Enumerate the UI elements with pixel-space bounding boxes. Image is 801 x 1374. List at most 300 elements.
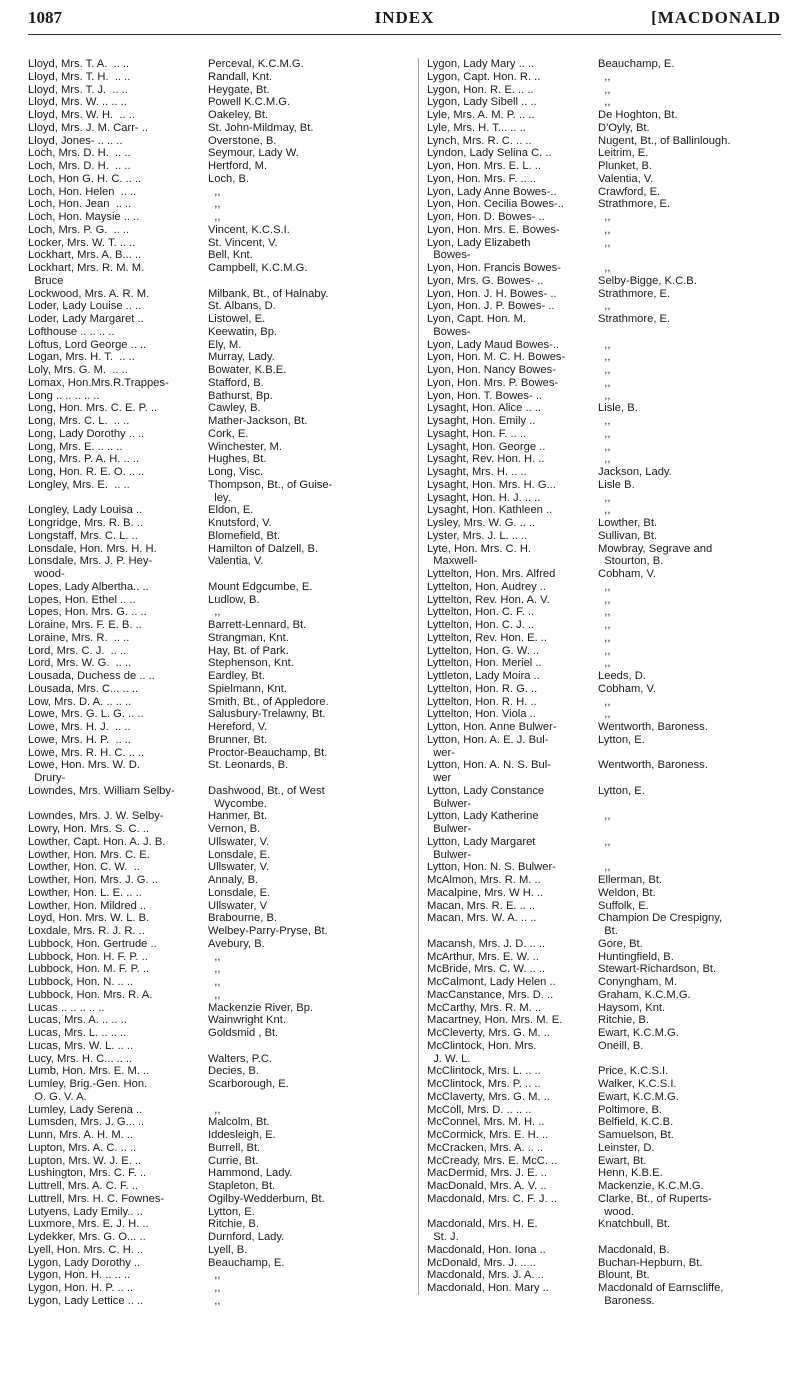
index-entry-name: Lunn, Mrs. A. H. M. .. [28, 1129, 134, 1141]
index-entry-name: Macan, Mrs. W. A. .. .. [427, 912, 537, 925]
index-entry-reference: Lyell, B. [208, 1243, 248, 1256]
index-entry-name: Lyle, Mrs. A. M. P. .. .. [427, 109, 535, 121]
index-entry-reference: ,, [598, 835, 611, 848]
index-entry-name: Lyon, Hon. M. C. H. Bowes- [427, 351, 566, 364]
index-entry-name: Loyd, Hon. Mrs. W. L. B. [28, 912, 150, 925]
index-entry-name: Lowther, Hon. L. E. .. .. [28, 886, 142, 899]
index-entry-name: Lubbock, Hon. Mrs. R. A. [28, 988, 153, 1001]
index-entry-reference: Burrell, Bt. [208, 1141, 261, 1154]
index-entry-name: MacDonald, Mrs. A. V. .. [427, 1180, 547, 1192]
index-entry-name: Luttrell, Mrs. H. C. Fownes- [28, 1192, 165, 1205]
index-entry-reference: Mackenzie, K.C.M.G. [598, 1180, 704, 1192]
index-entry-name: Lloyd, Mrs. T. J. .. .. [28, 83, 128, 96]
index-entry-reference [598, 1053, 798, 1066]
index-entry-reference: Milbank, Bt., of Halnaby. [208, 287, 329, 300]
index-entry-reference: ,, [598, 580, 611, 593]
index-entry-reference: Eardley, Bt. [208, 670, 265, 682]
index-entry-reference: Lisle, B. [598, 402, 638, 415]
index-entry-name: Bulwer- [427, 797, 472, 810]
index-entry-reference: Oneill, B. [598, 1039, 644, 1052]
index-entry-reference: ,, [208, 1282, 221, 1294]
index-entry-reference: ,, [598, 861, 611, 874]
index-entry-reference: ,, [598, 695, 611, 708]
index-entry-reference: Strangman, Knt. [208, 631, 289, 644]
index-entry-name: Lysaght, Hon. F. .. .. [427, 427, 527, 440]
index-entry-name: Lygon, Lady Lettice .. .. [28, 1294, 144, 1307]
index-entry-reference: Macdonald, B. [598, 1243, 670, 1256]
index-entry-name: Low, Mrs. D. A. .. .. .. [28, 695, 132, 708]
index-entry-name: Lockwood, Mrs. A. R. M. [28, 287, 150, 300]
index-entry-name: Lyon, Hon. J. P. Bowes- .. [427, 300, 555, 313]
index-entry-reference: Salusbury-Trelawny, Bt. [208, 708, 326, 721]
index-entry-reference: Ewart, K.C.M.G. [598, 1027, 679, 1039]
index-entry-reference: Bt. [598, 925, 618, 937]
index-entry-name: Long, Hon. Mrs. C. E. P. .. [28, 402, 158, 415]
index-entry-name: Long, Mrs. E. .. .. .. [28, 440, 123, 453]
index-entry-reference: ,, [598, 300, 611, 313]
index-entry-reference: ,, [598, 644, 611, 657]
index-entry-name: Loder, Lady Louise .. .. [28, 300, 142, 313]
index-entry-reference: Blomefield, Bt. [208, 529, 281, 542]
index-entry-name: McCormick, Mrs. E. H. .. [427, 1129, 549, 1141]
index-entry-name: Long, Mrs. P. A. H. .. .. [28, 453, 140, 466]
index-entry-name: McDonald, Mrs. J. .. .. [427, 1256, 536, 1269]
index-entry-reference [208, 568, 418, 581]
index-entry-name: Lysaght, Mrs. H. .. .. [427, 466, 527, 478]
index-entry-reference: Seymour, Lady W. [208, 147, 299, 160]
index-entry-name: Bulwer- [427, 848, 472, 861]
index-entry-name: Macdonald, Mrs. H. E. [427, 1218, 538, 1231]
index-entry-name: Loraine, Mrs. F. E. B. .. [28, 619, 142, 631]
index-entry-name: Lygon, Hon. H. P. .. .. [28, 1282, 134, 1294]
index-entry-reference: Ullswater, V. [208, 835, 270, 848]
index-entry-name: Locker, Mrs. W. T. .. .. [28, 236, 136, 249]
index-entry-reference: Ritchie, B. [598, 1014, 649, 1027]
index-entry-name: Lysaght, Hon. H. J. .. .. [427, 491, 541, 504]
index-entry-reference: Walters, P.C. [208, 1052, 273, 1065]
index-entry-reference: Haysom, Knt. [598, 1001, 666, 1014]
index-entry-reference: ,, [208, 606, 221, 619]
index-entry-name: Lytton, Lady Constance [427, 784, 545, 797]
index-entry-name: Lupton, Mrs. W. J. E. .. [28, 1154, 142, 1167]
index-entry-reference: ,, [598, 376, 611, 389]
index-entry-reference: Annaly, B. [208, 874, 259, 886]
index-entry-name: Lyon, Hon. Nancy Bowes- [427, 364, 556, 376]
index-entry-name: Macartney, Hon. Mrs. M. E. [427, 1014, 563, 1027]
index-entry-name: Lloyd, Mrs. J. M. Carr- .. [28, 121, 148, 134]
index-entry-name: Longley, Mrs. E. .. .. [28, 478, 130, 491]
index-entry-name: Lygon, Lady Sibell .. .. [427, 96, 537, 109]
index-entry-name: Loftus, Lord George .. .. [28, 338, 147, 351]
index-entry-name: Lockhart, Mrs. A. B... .. [28, 249, 142, 262]
index-entry-name: Bruce [28, 274, 64, 287]
index-entry-name: Lushington, Mrs. C. F. .. [28, 1167, 147, 1180]
index-entry-name: Loch, Mrs. D. H. .. .. [28, 160, 131, 172]
index-entry-reference [598, 747, 798, 760]
index-entry-reference: Avebury, B. [208, 937, 265, 950]
index-entry-reference: Mount Edgcumbe, E. [208, 580, 313, 593]
index-entry-name: Lyttelton, Hon. Mrs. Alfred [427, 568, 556, 580]
index-entry-reference: Wentworth, Baroness. [598, 759, 708, 772]
index-entry-reference: Murray, Lady. [208, 351, 275, 364]
index-entry-reference: ,, [208, 1103, 221, 1116]
index-entry-name: Loch, Hon. Maysie .. .. [28, 211, 140, 223]
index-entry-reference: Proctor-Beauchamp, Bt. [208, 746, 328, 759]
index-entry-name: Lord, Mrs. C. J. .. .. [28, 644, 127, 657]
index-entry-reference: Ullswater, V [208, 899, 268, 912]
index-entry-name: McCready, Mrs. E. McC. .. [427, 1154, 558, 1167]
index-entry-name: Lytton, Hon. A. E. J. Bul- [427, 733, 549, 746]
index-entry-name: Luttrell, Mrs. A. C. F. .. [28, 1180, 139, 1192]
index-entry-reference: Ullswater, V. [208, 861, 270, 874]
index-entry-reference: ,, [598, 70, 611, 83]
index-entry-reference: Price, K.C.S.I. [598, 1065, 669, 1078]
index-entry-name: Lowe, Hon. Mrs. W. D. [28, 759, 140, 772]
index-entry-reference: ley. [208, 491, 231, 504]
index-entry-reference: Keewatin, Bp. [208, 325, 278, 338]
index-entry-name: Lubbock, Hon. H. F. P. .. [28, 950, 148, 963]
index-entry-name: Lowe, Mrs. R. H. C. .. .. [28, 746, 145, 759]
index-entry-name: Macalpine, Mrs. W H. .. [427, 886, 544, 899]
index-entry-reference: ,, [598, 606, 611, 619]
index-entry-name: Lygon, Lady Mary .. .. [427, 58, 535, 70]
index-entry-reference: Currie, Bt. [208, 1154, 259, 1167]
index-entry-reference: Wycombe. [208, 797, 267, 810]
index-entry-name: Lucy, Mrs. H. C... .. .. [28, 1052, 133, 1065]
index-entry-reference: Plunket, B. [598, 160, 653, 172]
index-entry-name: Lousada, Mrs. C... .. .. [28, 682, 139, 695]
index-entry-name: Loly, Mrs. G. M. .. .. [28, 364, 128, 376]
index-entry-reference: Stourton, B. [598, 555, 664, 568]
index-entry-name: Lyttelton, Rev. Hon. A. V. [427, 593, 550, 606]
index-entry-reference: Lowther, Bt. [598, 517, 658, 529]
index-entry-name: Lyttelton, Hon. C. J. .. [427, 619, 535, 631]
index-entry-reference: ,, [598, 236, 611, 249]
index-entry-reference [598, 249, 798, 262]
index-entry-reference: ,, [598, 619, 611, 631]
index-entry-name: Lloyd, Mrs. W. H. .. .. [28, 109, 135, 121]
index-entry-reference: Bowater, K.B.E. [208, 364, 287, 376]
index-entry-reference [208, 1040, 418, 1053]
index-entry-reference: ,, [598, 351, 611, 364]
index-entry-name: Loch, Hon G. H. C. .. .. [28, 172, 142, 185]
index-entry-name: Lytton, Hon. Anne Bulwer- [427, 721, 557, 733]
index-entry-reference: Vincent, K.C.S.I. [208, 223, 290, 236]
index-entry-reference: ,, [598, 223, 611, 236]
index-entry-name: wer- [427, 746, 455, 759]
index-entry-reference: Long, Visc. [208, 466, 264, 478]
index-entry-reference: Cork, E. [208, 427, 249, 440]
index-entry-name: Lupton, Mrs. A. C. .. .. [28, 1141, 137, 1154]
index-entry-reference: Ludlow, B. [208, 593, 260, 606]
index-entry-name: MacCanstance, Mrs. D. .. [427, 988, 554, 1001]
index-entry-name: Lyttelton, Hon. Audrey .. [427, 580, 546, 593]
index-entry-reference: ,, [598, 453, 611, 466]
index-entry-reference: Brunner, Bt. [208, 733, 268, 746]
references-column-right [598, 58, 798, 1308]
index-entry-name: Lowe, Mrs. H. P. .. .. [28, 733, 131, 746]
index-entry-name: Lyon, Hon. T. Bowes- .. [427, 389, 543, 402]
index-entry-reference [598, 772, 798, 785]
index-entry-reference: Strathmore, E. [598, 287, 671, 300]
index-entry-reference: ,, [208, 963, 221, 976]
index-entry-reference: Ewart, Bt. [598, 1154, 647, 1167]
index-entry-reference: ,, [598, 211, 611, 223]
index-entry-name: Lopes, Hon. Ethel .. .. [28, 593, 136, 606]
index-entry-name: Lubbock, Hon. N. .. .. [28, 976, 134, 988]
index-entry-reference: Lonsdale, E. [208, 848, 271, 861]
index-entry-reference: ,, [208, 976, 221, 988]
index-entry-reference: Brabourne, B. [208, 912, 278, 925]
index-entry-reference: ,, [598, 389, 611, 402]
index-entry-reference: Lonsdale, E. [208, 886, 271, 899]
index-entry-name: Lofthouse .. .. .. .. [28, 325, 115, 338]
index-entry-reference: Ritchie, B. [208, 1218, 259, 1231]
names-column-left [28, 58, 206, 1308]
index-entry-reference: ,, [598, 96, 611, 109]
index-entry-reference [208, 275, 418, 288]
index-entry-name: Macansh, Mrs. J. D. .. .. [427, 937, 546, 950]
index-entry-name: Lowe, Mrs. H. J. .. .. [28, 721, 131, 733]
index-entry-reference: Macdonald of Earnscliffe, [598, 1282, 724, 1294]
index-entry-name: Loder, Lady Margaret .. [28, 313, 144, 325]
index-entry-reference: Thompson, Bt., of Guise- [208, 478, 333, 491]
index-entry-reference: Ogilby-Wedderburn, Bt. [208, 1192, 325, 1205]
index-entry-reference: Dashwood, Bt., of West [208, 784, 325, 797]
index-entry-reference: Durnford, Lady. [208, 1231, 285, 1243]
header-rule [28, 34, 781, 35]
index-entry-reference: Decies, B. [208, 1065, 259, 1078]
index-entry-reference: Sullivan, Bt. [598, 529, 658, 542]
index-entry-name: Lyell, Hon. Mrs. C. H. .. [28, 1243, 144, 1256]
index-entry-reference: Eldon, E. [208, 504, 254, 517]
index-entry-name: Lowther, Capt. Hon. A. J. B. [28, 835, 166, 848]
index-entry-reference: ,, [208, 988, 221, 1001]
index-entry-reference: Bathurst, Bp. [208, 389, 273, 402]
index-entry-reference: Mackenzie River, Bp. [208, 1001, 314, 1014]
index-entry-reference: Ely, M. [208, 338, 242, 351]
index-entry-name: Lloyd, Mrs. T. H. .. .. [28, 70, 131, 83]
index-entry-reference: ,, [598, 415, 611, 427]
index-entry-name: Lopes, Hon. Mrs. G. .. .. [28, 606, 147, 619]
index-entry-name: Lowe, Mrs. G. L. G. .. .. [28, 708, 144, 721]
index-entry-reference: Baroness. [598, 1294, 655, 1307]
index-entry-reference: Stewart-Richardson, Bt. [598, 963, 717, 976]
page-title: INDEX [374, 8, 435, 27]
index-entry-name: J. W. L. [427, 1052, 471, 1065]
index-entry-reference [598, 849, 798, 862]
index-entry-reference: ,, [208, 211, 221, 223]
index-entry-reference: St. Leonards, B. [208, 759, 289, 772]
index-entry-name: Drury- [28, 772, 66, 784]
index-entry-name: Bowes- [427, 325, 471, 338]
index-entry-name: Lumley, Lady Serena .. [28, 1103, 143, 1116]
index-entry-reference: Cawley, B. [208, 402, 261, 415]
index-entry-reference: D'Oyly, Bt. [598, 121, 650, 134]
index-entry-reference: Hanmer, Bt. [208, 810, 268, 823]
index-entry-name: Lowry, Hon. Mrs. S. C. .. [28, 823, 150, 835]
index-entry-name: Lysaght, Hon. Kathleen .. [427, 504, 553, 517]
index-entry-name: McConnel, Mrs. M. H. .. [427, 1116, 545, 1129]
index-entry-reference: Mather-Jackson, Bt. [208, 415, 308, 427]
index-entry-reference: ,, [208, 185, 221, 198]
index-entry-name: Lynch, Mrs. R. C. .. .. [427, 134, 532, 147]
index-entry-name: Lowther, Hon. Mildred .. [28, 899, 147, 912]
index-entry-name: Lyttelton, Hon. G. W. .. [427, 644, 540, 657]
index-entry-reference [208, 772, 418, 785]
index-entry-name: McCracken, Mrs. A. .. .. [427, 1141, 544, 1154]
index-entry-reference: ,, [208, 950, 221, 963]
index-entry-name: McCarthy, Mrs. R. M. .. [427, 1001, 542, 1014]
index-entry-reference: Belfield, K.C.B. [598, 1116, 674, 1129]
index-entry-name: Loch, Mrs. P. G. .. .. [28, 223, 130, 236]
index-entry-reference: ,, [598, 593, 611, 606]
index-entry-reference: Gore, Bt. [598, 937, 643, 950]
page-header [28, 8, 781, 32]
index-entry-name: Lowndes, Mrs. William Selby- [28, 784, 175, 797]
index-entry-name: O. G. V. A. [28, 1090, 87, 1103]
index-entry-reference: Huntingfield, B. [598, 950, 674, 963]
index-entry-reference: Jackson, Lady. [598, 466, 672, 478]
index-entry-name: Loraine, Mrs. R. .. .. [28, 631, 130, 644]
index-entry-name: Lysaght, Hon. Mrs. H. G... [427, 478, 556, 491]
index-entry-reference: Hammond, Lady. [208, 1167, 293, 1180]
index-entry-reference: Blount, Bt. [598, 1269, 650, 1282]
index-entry-name: Lutyens, Lady Emily.. .. [28, 1205, 143, 1218]
index-entry-name: Lonsdale, Mrs. J. P. Hey- [28, 555, 153, 568]
index-entry-reference: Wainwright Knt. [208, 1014, 286, 1027]
index-entry-reference: Randall, Knt. [208, 70, 273, 83]
index-entry-reference: Nugent, Bt., of Ballinlough. [598, 134, 731, 147]
index-entry-name: Lyndon, Lady Selina C. .. [427, 147, 552, 160]
index-entry-reference: Lisle B. [598, 478, 635, 491]
index-entry-reference: Campbell, K.C.M.G. [208, 262, 308, 274]
index-entry-reference: ,, [598, 657, 611, 670]
index-entry-name: wer [427, 772, 452, 784]
index-entry-name: Lowther, Hon. C. W. .. [28, 861, 140, 874]
index-entry-reference: Cobham, V. [598, 568, 657, 580]
index-entry-name: Lowndes, Mrs. J. W. Selby- [28, 810, 164, 823]
index-entry-name: Lyon, Lady Maud Bowes-.. [427, 338, 560, 351]
index-entry-reference: Cobham, V. [598, 682, 657, 695]
index-entry-reference: ,, [598, 504, 611, 517]
index-entry-reference: Hughes, Bt. [208, 453, 267, 466]
index-entry-reference: ,, [208, 1294, 221, 1307]
index-entry-reference: Stephenson, Knt. [208, 657, 294, 670]
index-entry-name [427, 925, 599, 938]
index-entry-reference: Weldon, Bt. [598, 886, 656, 899]
index-entry-reference: Lytton, E. [208, 1205, 255, 1218]
references-column-left [208, 58, 418, 1308]
index-entry-reference: Scarborough, E. [208, 1078, 289, 1090]
index-entry-name: McCleverty, Mrs. G. M. .. [427, 1027, 550, 1039]
index-entry-name: Lumsden, Mrs. J. G... .. [28, 1116, 145, 1129]
index-entry-reference: wood. [598, 1205, 635, 1218]
index-entry-reference: Hereford, V. [208, 721, 268, 733]
index-entry-name: Lucas, Mrs. A. .. .. .. [28, 1014, 127, 1027]
index-entry-reference [598, 823, 798, 836]
index-entry-name: Longstaff, Mrs. C. L. .. [28, 529, 138, 542]
index-entry-reference: ,, [598, 83, 611, 96]
index-entry-reference: St. Vincent, V. [208, 236, 278, 249]
index-entry-name: McCalmont, Lady Helen .. [427, 976, 556, 988]
index-entry-reference: ,, [208, 1269, 221, 1282]
index-entry-reference: Iddesleigh, E. [208, 1129, 276, 1141]
index-entry-name: Lydekker, Mrs. G. O... .. [28, 1231, 146, 1243]
index-entry-reference: Crawford, E. [598, 185, 661, 198]
index-entry-name: Maxwell- [427, 555, 478, 568]
index-entry-reference: St. John-Mildmay, Bt. [208, 121, 314, 134]
index-entry-name: Lyon, Hon. J. H. Bowes- .. [427, 287, 557, 300]
index-entry-name: Lyttelton, Hon. R. H. .. [427, 695, 537, 708]
index-entry-reference: Oakeley, Bt. [208, 109, 269, 121]
index-entry-name: Lucas, Mrs. W. L. .. .. [28, 1039, 134, 1052]
index-entry-reference: Spielmann, Knt. [208, 682, 287, 695]
index-entry-name: Lonsdale, Hon. Mrs. H. H. [28, 542, 157, 555]
index-entry-name: Lloyd, Mrs. T. A. .. .. [28, 58, 130, 70]
index-entry-reference: Lytton, E. [598, 733, 645, 746]
index-entry-reference: Valentia, V. [598, 172, 654, 185]
index-entry-reference: Strathmore, E. [598, 198, 671, 211]
index-entry-name: St. J. [427, 1231, 459, 1243]
index-entry-name: wood- [28, 568, 65, 580]
index-entry-name: Lyon, Lady Elizabeth [427, 236, 531, 249]
index-entry-name: Bowes- [427, 249, 471, 262]
index-entry-name: Lopes, Lady Albertha.. .. [28, 580, 149, 593]
index-entry-name: Long .. .. .. .. .. [28, 389, 100, 402]
index-entry-reference: Henn, K.B.E. [598, 1167, 663, 1180]
index-entry-name: Lumley, Brig.-Gen. Hon. [28, 1078, 148, 1090]
index-entry-reference: ,, [598, 810, 611, 823]
index-entry-name: Lyttelton, Hon. C. F. .. [427, 606, 535, 619]
index-entry-name: Lygon, Hon. H. .. .. .. [28, 1269, 131, 1282]
index-entry-reference: Leeds, D. [598, 670, 646, 682]
index-entry-reference: St. Albans, D. [208, 300, 276, 313]
index-entry-name: Loch, Hon. Jean .. .. [28, 198, 132, 211]
index-entry-name: Loch, Hon. Helen .. .. [28, 185, 137, 198]
index-entry-reference [598, 1231, 798, 1244]
index-entry-name: Lumb, Hon. Mrs. E. M. .. [28, 1065, 150, 1078]
index-entry-reference: Listowel, E. [208, 313, 266, 325]
index-entry-name: Lyon, Hon. Mrs. E. L. .. [427, 160, 541, 172]
index-entry-name: Lloyd, Mrs. W. .. .. .. [28, 96, 127, 109]
index-entry-reference: Winchester, M. [208, 440, 282, 453]
index-entry-name: Lucas, Mrs. L. .. .. .. [28, 1027, 127, 1039]
index-entry-name: MacDermid, Mrs. J. E. .. [427, 1167, 547, 1180]
index-entry-name: Lyon, Lady Anne Bowes-.. [427, 185, 557, 198]
index-entry-reference: Bell, Knt. [208, 249, 253, 262]
index-entry-reference: Samuelson, Bt. [598, 1129, 674, 1141]
index-entry-name [28, 492, 206, 505]
index-entry-name: Loxdale, Mrs. R. J. R. .. [28, 925, 145, 937]
index-entry-name: Bulwer- [427, 823, 472, 835]
index-entry-reference: Selby-Bigge, K.C.B. [598, 274, 697, 287]
index-entry-name: Long, Mrs. C. L. .. .. [28, 415, 130, 427]
index-entry-name: Lyte, Hon. Mrs. C. H. [427, 542, 532, 555]
index-entry-name: McArthur, Mrs. E. W. .. [427, 950, 539, 963]
index-entry-reference: Mowbray, Segrave and [598, 542, 713, 555]
index-entry-reference: Suffolk, E. [598, 899, 649, 912]
index-entry-reference: Conyngham, M. [598, 976, 677, 988]
index-entry-reference: Walker, K.C.S.I. [598, 1078, 677, 1090]
index-entry-reference: ,, [598, 708, 611, 721]
index-entry-reference: ,, [208, 198, 221, 211]
index-entry-name: Lyttelton, Hon. Viola .. [427, 708, 536, 721]
index-entry-name: Lyon, Hon. Mrs. P. Bowes- [427, 376, 559, 389]
index-entry-name: Lousada, Duchess de .. .. [28, 670, 155, 682]
index-entry-name: Lysaght, Rev. Hon. H. .. [427, 453, 545, 466]
index-entry-reference: Beauchamp, E. [208, 1256, 285, 1269]
